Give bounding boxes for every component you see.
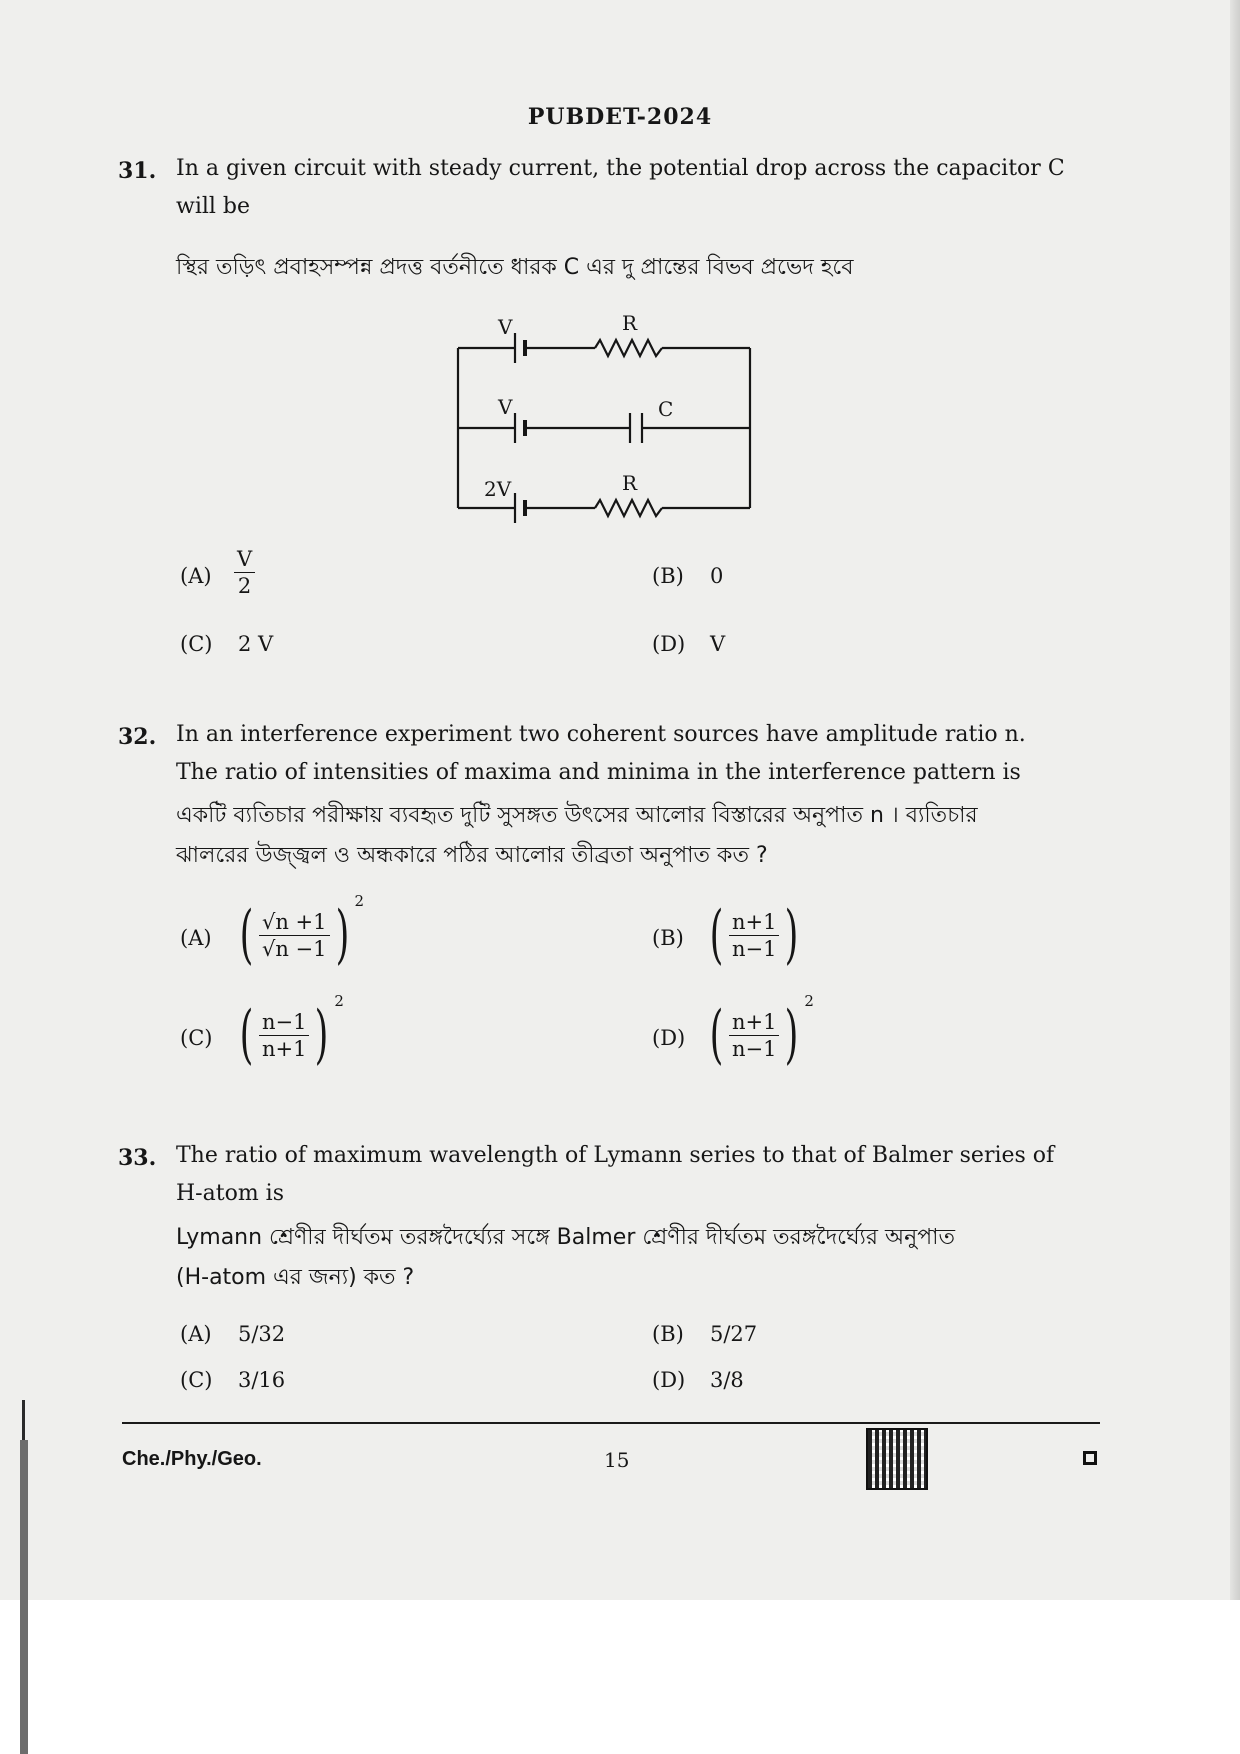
option-b-value: 0 bbox=[710, 564, 724, 588]
circuit-diagram bbox=[430, 300, 770, 530]
question-line: In an interference experiment two coherent sources have amplitude ratio n. bbox=[176, 722, 1026, 747]
battery-label: V bbox=[498, 315, 513, 339]
battery-label: V bbox=[498, 395, 513, 419]
option-label: (B) bbox=[652, 926, 684, 950]
page-title: PUBDET-2024 bbox=[527, 104, 713, 130]
capacitor-label: C bbox=[658, 397, 674, 421]
fraction-denominator: √n −1 bbox=[261, 936, 327, 961]
question-text-bengali bbox=[176, 1218, 1096, 1298]
option-a-value bbox=[234, 546, 255, 599]
option-label: (B) bbox=[652, 564, 684, 588]
resistor-label: R bbox=[622, 471, 638, 495]
option-b-value: 5/27 bbox=[710, 1322, 758, 1346]
question-number: 32. bbox=[118, 724, 157, 750]
option-label: (D) bbox=[652, 1026, 686, 1050]
fraction bbox=[729, 909, 779, 962]
question-text-bengali: স্থির তড়িৎ প্রবাহসম্পন্ন প্রদত্ত বর্তনীতে ধারক C এর দু প্রান্তের বিভব প্রভেদ হবে bbox=[176, 255, 854, 280]
question-line: will be bbox=[176, 194, 251, 219]
option-label: (C) bbox=[180, 1026, 213, 1050]
fraction-numerator: n+1 bbox=[729, 1009, 779, 1036]
resistor-top bbox=[595, 340, 662, 356]
exponent: 2 bbox=[354, 892, 365, 910]
option-label: (A) bbox=[180, 926, 212, 950]
option-label: (A) bbox=[180, 564, 212, 588]
scan-edge bbox=[20, 1440, 28, 1754]
fraction-denominator: n−1 bbox=[731, 1036, 777, 1061]
exponent: 2 bbox=[334, 992, 344, 1010]
fraction-denominator: n+1 bbox=[261, 1036, 307, 1061]
question-line: The ratio of maximum wavelength of Lymann series to that of Balmer series of bbox=[176, 1143, 1055, 1168]
footer-divider bbox=[122, 1422, 1100, 1424]
option-d-value: V bbox=[710, 632, 726, 656]
page-number: 15 bbox=[604, 1448, 630, 1472]
parenthesized-fraction: ( $\frac{n+1}{n-1}$ ) bbox=[709, 898, 799, 972]
option-c-value: 2 V bbox=[238, 632, 274, 656]
square-marker bbox=[1083, 1451, 1097, 1465]
fraction-denominator: 2 bbox=[237, 574, 252, 598]
question-text bbox=[176, 150, 1096, 226]
option-c-value: 3/16 bbox=[238, 1368, 286, 1392]
page-edge bbox=[1230, 0, 1240, 1600]
question-line: ঝালরের উজ্জ্বল ও অন্ধকারে পঠির আলোর তীব্রতা অনুপাত কত ? bbox=[176, 843, 768, 868]
question-text-bengali bbox=[176, 796, 1096, 876]
fraction-denominator: n−1 bbox=[731, 936, 777, 961]
option-label: (A) bbox=[180, 1322, 212, 1346]
option-label: (C) bbox=[180, 1368, 213, 1392]
battery-label: 2V bbox=[484, 477, 512, 501]
fraction bbox=[729, 1009, 779, 1062]
qr-code bbox=[868, 1430, 926, 1488]
fraction-numerator: √n +1 bbox=[259, 909, 330, 936]
option-label: (D) bbox=[652, 1368, 686, 1392]
option-c-value bbox=[234, 992, 344, 1072]
fraction bbox=[234, 546, 255, 599]
question-text bbox=[176, 1137, 1096, 1213]
resistor-bottom bbox=[595, 500, 662, 516]
option-d-value bbox=[704, 992, 814, 1072]
exponent: 2 bbox=[804, 992, 814, 1010]
question-line: একটি ব্যতিচার পরীক্ষায় ব্যবহৃত দুটি সুসঙ্গত উৎসের আলোর বিস্তারের অনুপাত n । ব্যতিচার bbox=[176, 803, 978, 828]
option-label: (B) bbox=[652, 1322, 684, 1346]
question-line: In a given circuit with steady current, the potential drop across the capacitor C bbox=[176, 156, 1065, 181]
question-line: The ratio of intensities of maxima and minima in the interference pattern is bbox=[176, 760, 1021, 785]
option-a-value: 5/32 bbox=[238, 1322, 286, 1346]
parenthesized-fraction: ( $\frac{n+1}{n-1}$ ) bbox=[709, 998, 799, 1072]
footer-subject: Che./Phy./Geo. bbox=[122, 1448, 262, 1470]
option-label: (D) bbox=[652, 632, 686, 656]
fraction-numerator: V bbox=[234, 546, 255, 573]
option-a-value bbox=[234, 892, 365, 972]
question-text bbox=[176, 716, 1096, 792]
option-b-value bbox=[704, 900, 804, 970]
question-number: 33. bbox=[118, 1145, 157, 1171]
option-label: (C) bbox=[180, 632, 213, 656]
fraction bbox=[259, 1009, 309, 1062]
fraction bbox=[259, 909, 330, 962]
resistor-label: R bbox=[622, 311, 638, 335]
parenthesized-fraction: ( $\frac{√n +1}{√n -1}$ ) bbox=[239, 898, 349, 972]
fraction-numerator: n+1 bbox=[729, 909, 779, 936]
question-line: H-atom is bbox=[176, 1181, 285, 1206]
parenthesized-fraction: ( $\frac{n-1}{n+1}$ ) bbox=[239, 998, 329, 1072]
question-number: 31. bbox=[118, 158, 157, 184]
fraction-numerator: n−1 bbox=[259, 1009, 309, 1036]
question-line: Lymann শ্রেণীর দীর্ঘতম তরঙ্গদৈর্ঘ্যের সঙ্গে Balmer শ্রেণীর দীর্ঘতম তরঙ্গদৈর্ঘ্যের অনুপাত bbox=[176, 1225, 956, 1250]
question-line: (H-atom এর জন্য) কত ? bbox=[176, 1265, 415, 1290]
option-d-value: 3/8 bbox=[710, 1368, 744, 1392]
